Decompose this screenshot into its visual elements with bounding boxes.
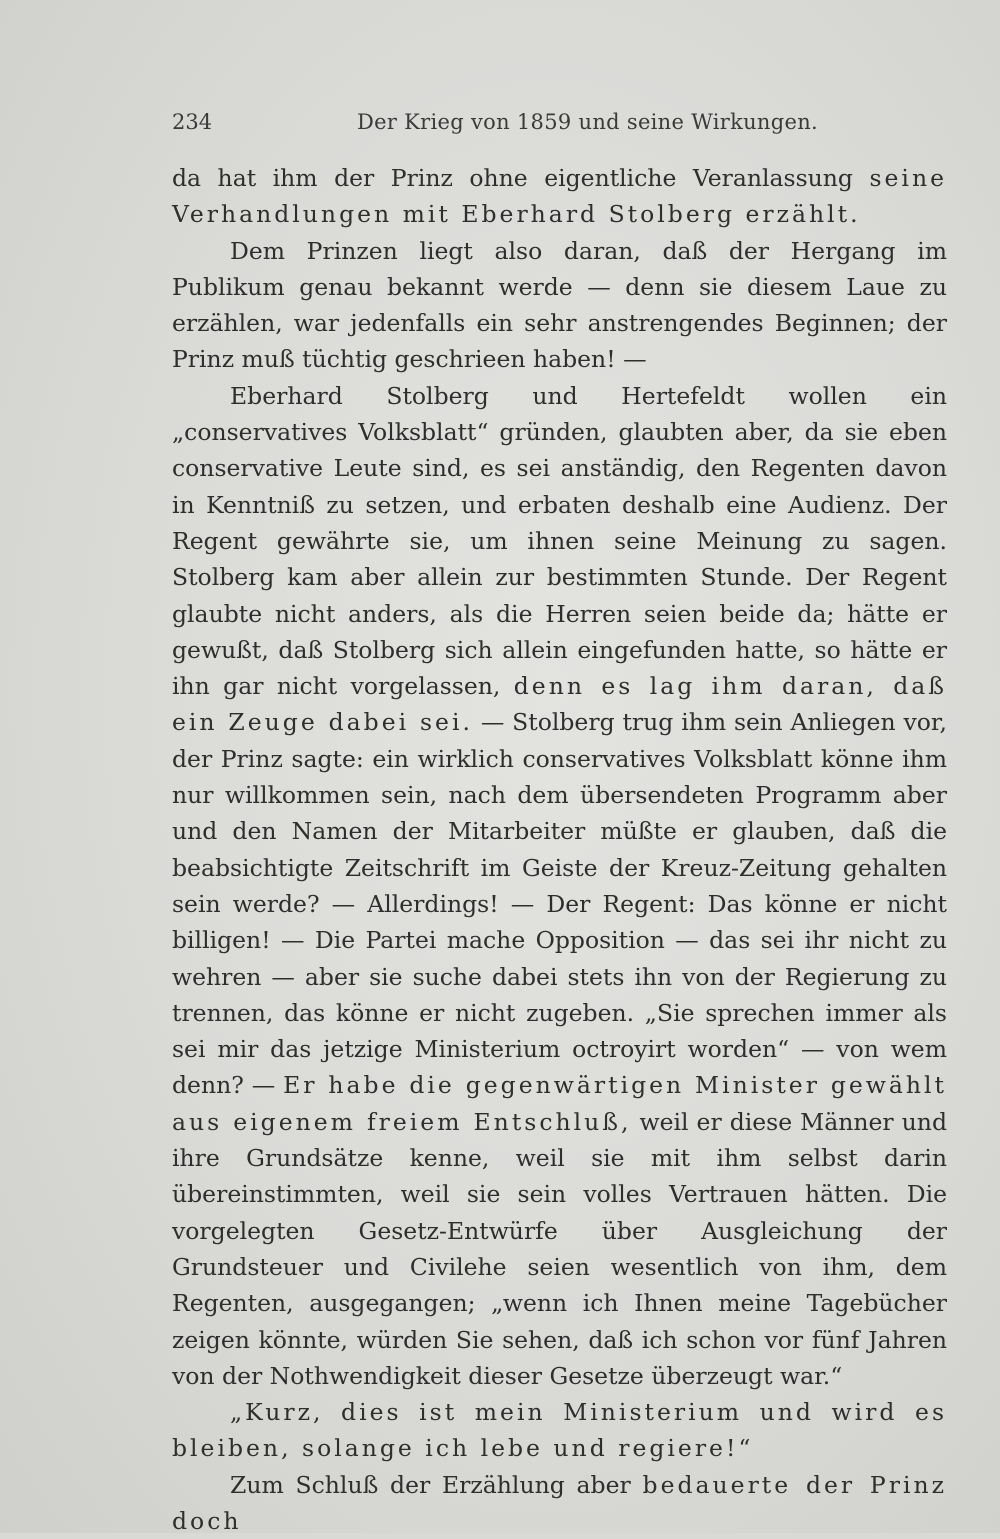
text-run: — Stolberg trug ihm sein Anliegen vor, der Prinz sagte: ein wirklich conservatives Volksblatt könne ihm nur willkommen sein, nach dem übersendeten Programm aber und den Namen der Mitarbeiter müßte er glauben, daß die beabsichtigte Zeitschrift im Geiste der Kreuz-Zeitung gehalten sein werde? — Allerdings! — Der Regent: Das könne er nicht billigen! — Die Partei mache Opposition — das sei ihr nicht zu wehren — aber sie suche dabei stets ihn von der Regierung zu trennen, das könne er nicht zugeben. „Sie sprechen immer als sei mir das jetzige Ministerium octroyirt worden“ — von wem denn? —: [172, 708, 948, 1100]
text-run: Eberhard Stolberg und Hertefeldt wollen ein „conservatives Volksblatt“ gründen, glaubten aber, da sie eben conservative Leute sind, es sei anständig, den Regenten davon in Kenntniß zu setzen, und erbaten deshalb eine Audienz. Der Regent gewährte sie, um ihnen seine Meinung zu sagen. Stolberg kam aber allein zur bestimmten Stunde. Der Regent glaubte nicht anders, als die Herren seien beide da; hätte er gewußt, daß Stolberg sich allein eingefunden hatte, so hätte er ihn gar nicht vorgelassen,: [172, 381, 947, 701]
paragraph: [172, 1467, 947, 1539]
emphasized-text: seine Verhandlungen mit Eberhard Stolberg erzählt.: [172, 164, 947, 229]
emphasized-text: bedauerte der Prinz doch: [172, 1470, 947, 1535]
text-run: Zum Schluß der Erzählung aber: [230, 1470, 643, 1499]
running-title: Der Krieg von 1859 und seine Wirkungen.: [357, 110, 819, 134]
body-text: [172, 160, 947, 1539]
text-run: weil er diese Männer und ihre Grundsätze kenne, weil sie mit ihm selbst darin übereinstimmten, weil sie sein volles Vertrauen hätten. Die vorgelegten Gesetz-Entwürfe über Ausgleichung der Grundsteuer und Civilehe seien wesentlich von ihm, dem Regenten, ausgegangen; „wenn ich Ihnen meine Tagebücher zeigen könnte, würden Sie sehen, daß ich schon vor fünf Jahren von der Nothwendigkeit dieser Gesetze überzeugt war.“: [172, 1107, 947, 1390]
paragraph: [172, 233, 947, 378]
page-number: 234: [172, 110, 213, 134]
paragraph: [172, 1394, 947, 1467]
paragraph: [172, 378, 947, 1394]
emphasized-text: „Kurz, dies ist mein Ministerium und wird es bleiben, solange ich lebe und regiere!“: [172, 1398, 947, 1463]
text-run: da hat ihm der Prinz ohne eigentliche Veranlassung: [172, 164, 870, 192]
emphasized-text: denn es lag ihm daran, daß ein Zeuge dabei sei.: [172, 672, 947, 737]
text-run: Dem Prinzen liegt also daran, daß der Hergang im Publikum genau bekannt werde — denn sie diesem Laue zu erzählen, war jedenfalls ein sehr anstrengendes Beginnen; der Prinz muß tüchtig geschrieen haben! —: [172, 236, 947, 374]
emphasized-text: Er habe die gegenwärtigen Minister gewählt aus eigenem freiem Entschluß,: [172, 1071, 947, 1136]
running-head: [172, 102, 942, 142]
paragraph: [172, 160, 947, 233]
